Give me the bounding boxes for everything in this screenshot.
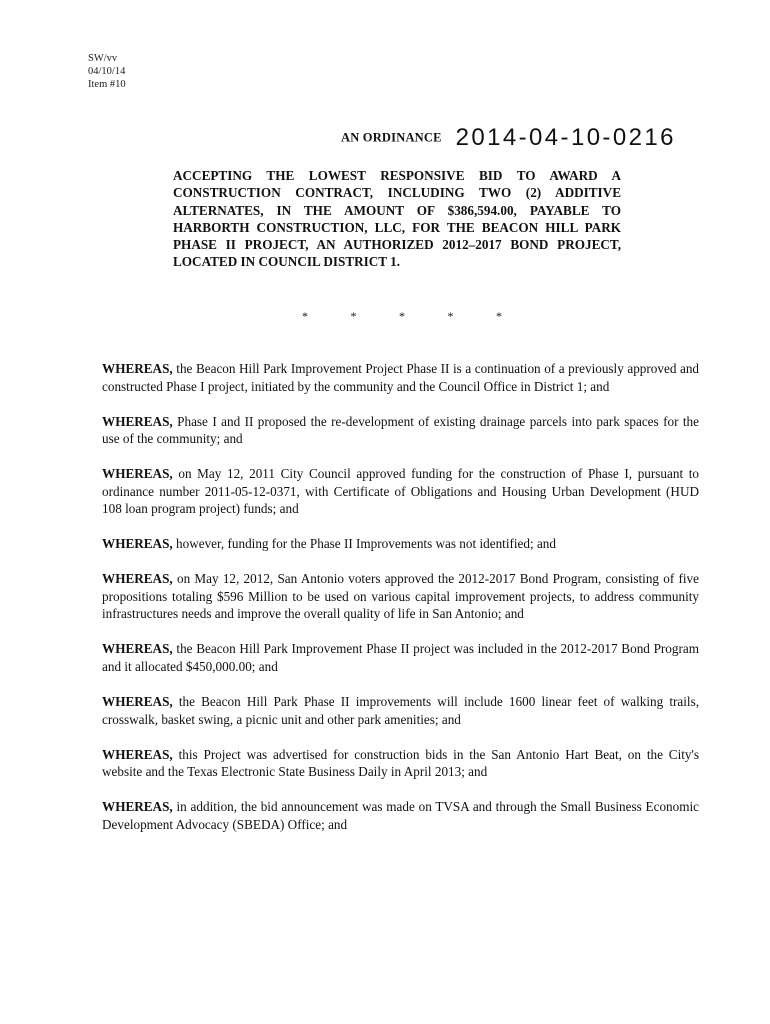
ordinance-heading: [341, 124, 676, 152]
whereas-clause: [102, 746, 699, 781]
separator-star: *: [350, 309, 357, 323]
ordinance-label: AN ORDINANCE: [341, 130, 442, 145]
clause-text: the Beacon Hill Park Improvement Project Phase II is a continuation of a previously approved and constructed Phase I project, initiated by the community and the Council Office in District 1; and: [102, 361, 700, 394]
ordinance-number: 2014-04-10-0216: [455, 124, 676, 151]
clause-text: on May 12, 2012, San Antonio voters approved the 2012-2017 Bond Program, consisting of five propositions totaling $596 Million to be used on various capital improvement projects, to address community infrastructures needs and improve the overall quality of life in San Antonio; and: [102, 571, 700, 622]
document-header: [88, 52, 126, 91]
clause-text: Phase I and II proposed the re-development of existing drainage parcels into park spaces for the use of the community; and: [102, 413, 699, 447]
whereas-keyword: WHEREAS,: [102, 466, 173, 482]
clause-text: on May 12, 2011 City Council approved funding for the construction of Phase I, pursuant to ordinance number 2011-05-12-0371, with Certificate of Obligations and Housing Urban Development (HUD 108 loan program project) funds; and: [102, 466, 699, 517]
whereas-keyword: WHEREAS,: [102, 361, 173, 376]
whereas-keyword: WHEREAS,: [102, 694, 173, 710]
date-line: 04/10/14: [88, 66, 126, 77]
whereas-clause: [102, 413, 699, 448]
whereas-clause: [102, 640, 699, 675]
whereas-keyword: WHEREAS,: [102, 641, 173, 657]
separator-star: *: [447, 309, 454, 323]
whereas-keyword: WHEREAS,: [102, 571, 173, 587]
clause-text: however, funding for the Phase II Improvements was not identified; and: [176, 536, 556, 552]
whereas-keyword: WHEREAS,: [102, 536, 173, 552]
ordinance-caption: ACCEPTING THE LOWEST RESPONSIVE BID TO AWARD A CONSTRUCTION CONTRACT, INCLUDING TWO (2) ADDITIVE ALTERNATES, IN THE AMOUNT OF $386,594.00, PAYABLE TO HARBORTH CONSTRUCTION, LLC, FOR THE BEACON HILL PARK PHASE II PROJECT, AN AUTHORIZED 2012–2017 BOND PROJECT, LOCATED IN COUNCIL DISTRICT 1.: [173, 168, 621, 270]
whereas-keyword: WHEREAS,: [102, 413, 173, 429]
whereas-keyword: WHEREAS,: [102, 799, 173, 815]
whereas-clause: [102, 360, 699, 395]
section-separator: [302, 309, 502, 324]
whereas-keyword: WHEREAS,: [102, 746, 173, 762]
separator-star: *: [399, 309, 405, 323]
clause-text: the Beacon Hill Park Phase II improvements will include 1600 linear feet of walking trails, crosswalk, basket swing, a picnic unit and other park amenities; and: [102, 694, 699, 727]
whereas-clause: [102, 693, 699, 728]
clause-text: in addition, the bid announcement was made on TVSA and through the Small Business Economic Development Advocacy (SBEDA) Office; and: [102, 799, 700, 832]
whereas-clause: [102, 465, 699, 518]
separator-star: *: [496, 309, 502, 323]
separator-star: *: [302, 309, 308, 323]
whereas-clauses: [102, 360, 699, 851]
clause-text: this Project was advertised for construction bids in the San Antonio Hart Beat, on the City's website and the Texas Electronic State Business Daily in April 2013; and: [102, 746, 700, 780]
item-line: Item #10: [88, 79, 126, 90]
initials-line: SW/vv: [88, 53, 118, 64]
clause-text: the Beacon Hill Park Improvement Phase II project was included in the 2012-2017 Bond Program and it allocated $450,000.00; and: [102, 641, 699, 674]
whereas-clause: [102, 570, 699, 623]
whereas-clause: [102, 798, 699, 833]
whereas-clause: [102, 535, 699, 553]
